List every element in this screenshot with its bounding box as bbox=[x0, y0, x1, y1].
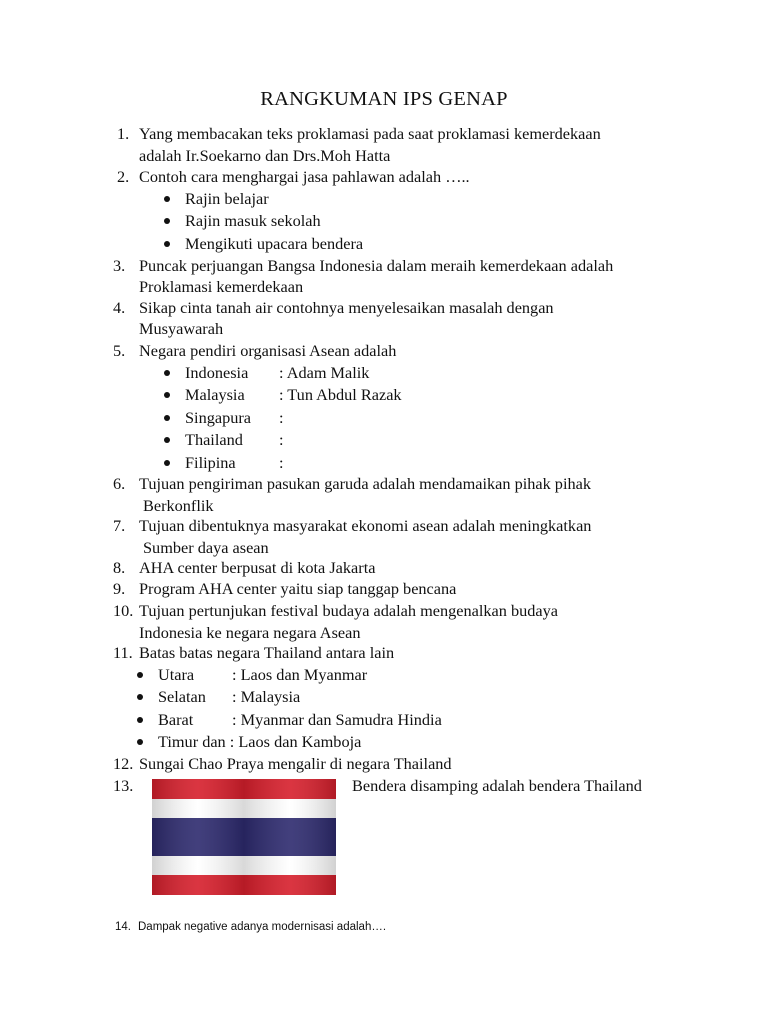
item-2-bullet-3: Mengikuti upacara bendera bbox=[185, 234, 364, 253]
thailand-flag-image bbox=[152, 779, 336, 895]
item-number-6: 6. bbox=[113, 474, 126, 493]
item-number-2: 2. bbox=[117, 167, 130, 186]
bullet bbox=[164, 196, 170, 202]
item-4-line-2: Musyawarah bbox=[139, 319, 224, 338]
item-3-line-2: Proklamasi kemerdekaan bbox=[139, 277, 304, 296]
item-number-1: 1. bbox=[117, 124, 130, 143]
item-number-13: 13. bbox=[113, 776, 134, 795]
item-number-12: 12. bbox=[113, 754, 134, 773]
item-number-7: 7. bbox=[113, 516, 126, 535]
item-2-bullet-2: Rajin masuk sekolah bbox=[185, 211, 321, 230]
thailand-flag-icon bbox=[152, 779, 336, 895]
bullet bbox=[164, 370, 170, 376]
item-number-11: 11. bbox=[113, 643, 133, 662]
item-9-line-1: Program AHA center yaitu siap tanggap bencana bbox=[139, 579, 457, 598]
bullet bbox=[164, 415, 170, 421]
item-number-9: 9. bbox=[113, 579, 126, 598]
item-2-bullet-1: Rajin belajar bbox=[185, 189, 269, 208]
bullet bbox=[137, 694, 143, 700]
bullet bbox=[164, 218, 170, 224]
item-number-8: 8. bbox=[113, 558, 126, 577]
border-value: : Laos dan Myanmar bbox=[232, 665, 368, 684]
item-number-3: 3. bbox=[113, 256, 126, 275]
founder-name: : bbox=[279, 408, 284, 427]
item-number-5: 5. bbox=[113, 341, 126, 360]
item-4-line-1: Sikap cinta tanah air contohnya menyelesaikan masalah dengan bbox=[139, 298, 554, 317]
item-13-line-1: Bendera disamping adalah bendera Thailand bbox=[352, 776, 642, 795]
item-number-4: 4. bbox=[113, 298, 126, 317]
founder-name: : Tun Abdul Razak bbox=[279, 385, 402, 404]
item-5-line-1: Negara pendiri organisasi Asean adalah bbox=[139, 341, 397, 360]
item-3-line-1: Puncak perjuangan Bangsa Indonesia dalam meraih kemerdekaan adalah bbox=[139, 256, 614, 275]
item-7-line-1: Tujuan dibentuknya masyarakat ekonomi asean adalah meningkatkan bbox=[139, 516, 592, 535]
item-10-line-1: Tujuan pertunjukan festival budaya adalah mengenalkan budaya bbox=[139, 601, 558, 620]
founder-name: : bbox=[279, 453, 284, 472]
border-value: : Myanmar dan Samudra Hindia bbox=[232, 710, 442, 729]
item-number-14: 14. bbox=[115, 921, 131, 933]
bullet bbox=[137, 739, 143, 745]
item-1-line-1: Yang membacakan teks proklamasi pada saat proklamasi kemerdekaan bbox=[139, 124, 601, 143]
border-direction: Selatan bbox=[158, 687, 206, 706]
founder-country: Indonesia bbox=[185, 363, 249, 382]
item-12-line-1: Sungai Chao Praya mengalir di negara Thailand bbox=[139, 754, 452, 773]
bullet bbox=[137, 672, 143, 678]
item-1-line-2: adalah Ir.Soekarno dan Drs.Moh Hatta bbox=[139, 146, 391, 165]
item-number-10: 10. bbox=[113, 601, 134, 620]
founder-name: : bbox=[279, 430, 284, 449]
border-east: Timur dan : Laos dan Kamboja bbox=[158, 732, 362, 751]
bullet bbox=[164, 460, 170, 466]
item-2-line-1: Contoh cara menghargai jasa pahlawan adalah ….. bbox=[139, 167, 470, 186]
bullet bbox=[164, 392, 170, 398]
border-direction: Barat bbox=[158, 710, 194, 729]
bullet bbox=[137, 717, 143, 723]
item-11-line-1: Batas batas negara Thailand antara lain bbox=[139, 643, 395, 662]
border-value: : Malaysia bbox=[232, 687, 301, 706]
bullet bbox=[164, 437, 170, 443]
founder-country: Singapura bbox=[185, 408, 252, 427]
border-direction: Utara bbox=[158, 665, 195, 684]
bullet bbox=[164, 241, 170, 247]
item-6-line-1: Tujuan pengiriman pasukan garuda adalah mendamaikan pihak pihak bbox=[139, 474, 591, 493]
page-title: RANGKUMAN IPS GENAP bbox=[260, 88, 508, 110]
item-10-line-2: Indonesia ke negara negara Asean bbox=[139, 623, 361, 642]
item-6-line-2: Berkonflik bbox=[143, 496, 214, 515]
founder-country: Thailand bbox=[185, 430, 243, 449]
item-14-line-1: Dampak negative adanya modernisasi adalah…. bbox=[138, 921, 387, 933]
founder-name: : Adam Malik bbox=[279, 363, 370, 382]
item-8-line-1: AHA center berpusat di kota Jakarta bbox=[139, 558, 376, 577]
item-7-line-2: Sumber daya asean bbox=[143, 538, 269, 557]
founder-country: Malaysia bbox=[185, 385, 245, 404]
founder-country: Filipina bbox=[185, 453, 236, 472]
